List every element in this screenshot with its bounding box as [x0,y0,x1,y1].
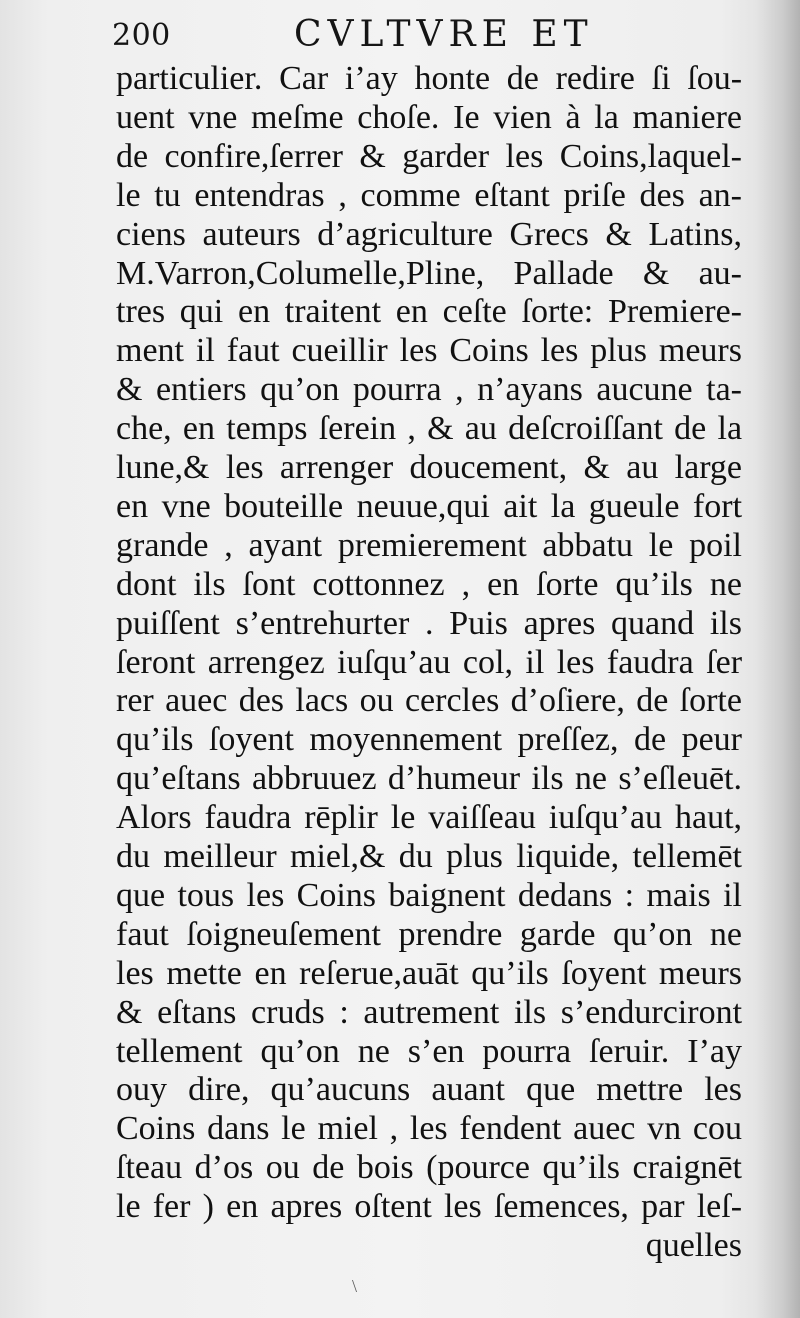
text-line: Alors faudra rēplir le vaiſſeau iuſqu’au haut, [116,799,743,837]
text-line: che, en temps ſerein , & au deſcroiſſant de la [116,410,743,448]
text-line: dont ils ſont cottonnez , en ſorte qu’ils ne [116,565,742,603]
text-line: M.Varron,Columelle,Pline, Pallade & au- [116,254,743,292]
text-line: le tu entendras , comme eſtant priſe des an- [116,176,742,214]
text-line: grande , ayant premierement abbatu le poil [116,526,742,564]
stray-mark: \ [352,1276,358,1296]
text-line: que tous les Coins baignent dedans : mais il [116,876,742,914]
text-line: de confire,ſerrer & garder les Coins,laquel- [116,137,743,175]
text-line: Coins dans le miel , les fendent auec vn cou [116,1110,742,1148]
text-line: tres qui en traitent en ceſte ſorte: Premiere- [116,293,743,331]
gutter-shadow [756,0,800,1318]
text-line: le fer ) en apres oſtent les ſemences, par leſ- [116,1188,743,1226]
text-line: du meilleur miel,& du plus liquide, tellemēt [116,838,742,875]
text-line: qu’ils ſoyent moyennement preſſez, de peur [116,721,742,759]
running-head [112,14,752,58]
text-line: ouy dire, qu’aucuns auant que mettre les [116,1071,742,1109]
text-line: tellement qu’on ne s’en pourra ſeruir. I’ay [116,1032,742,1070]
text-line: en vne bouteille neuue,qui ait la gueule fort [116,487,743,525]
text-line: uent vne meſme choſe. Ie vien à la maniere [116,98,743,136]
text-line: ſteau d’os ou de bois (pource qu’ils craignēt [116,1149,743,1187]
text-line: particulier. Car i’ay honte de redire ſi ſou- [116,60,743,97]
catchword: quelles [645,1227,742,1264]
text-line: puiſſent s’entrehurter . Puis apres quand ils [116,604,742,642]
text-line: faut ſoigneuſement prendre garde qu’on ne [116,915,743,953]
text-block [116,62,742,1278]
running-title: CVLTVRE ET [294,14,594,55]
text-line: ment il faut cueillir les Coins les plus meurs [116,332,742,370]
text-line: ciens auteurs d’agriculture Grecs & Latins, [116,215,742,253]
text-line: rer auec des lacs ou cercles d’oſiere, de ſorte [116,682,742,720]
page-number: 200 [112,18,171,53]
text-line: lune,& les arrenger doucement, & au large [116,449,743,486]
text-line: les mette en reſerue,auāt qu’ils ſoyent meurs [116,954,742,992]
text-line: qu’eſtans abbruuez d’humeur ils ne s’eſleuēt. [116,760,742,798]
text-line: & entiers qu’on pourra , n’ayans aucune ta- [116,371,742,409]
text-line: & eſtans cruds : autrement ils s’endurciront [116,993,743,1031]
text-line: ſeront arrengez iuſqu’au col, il les faudra ſer [116,643,743,681]
